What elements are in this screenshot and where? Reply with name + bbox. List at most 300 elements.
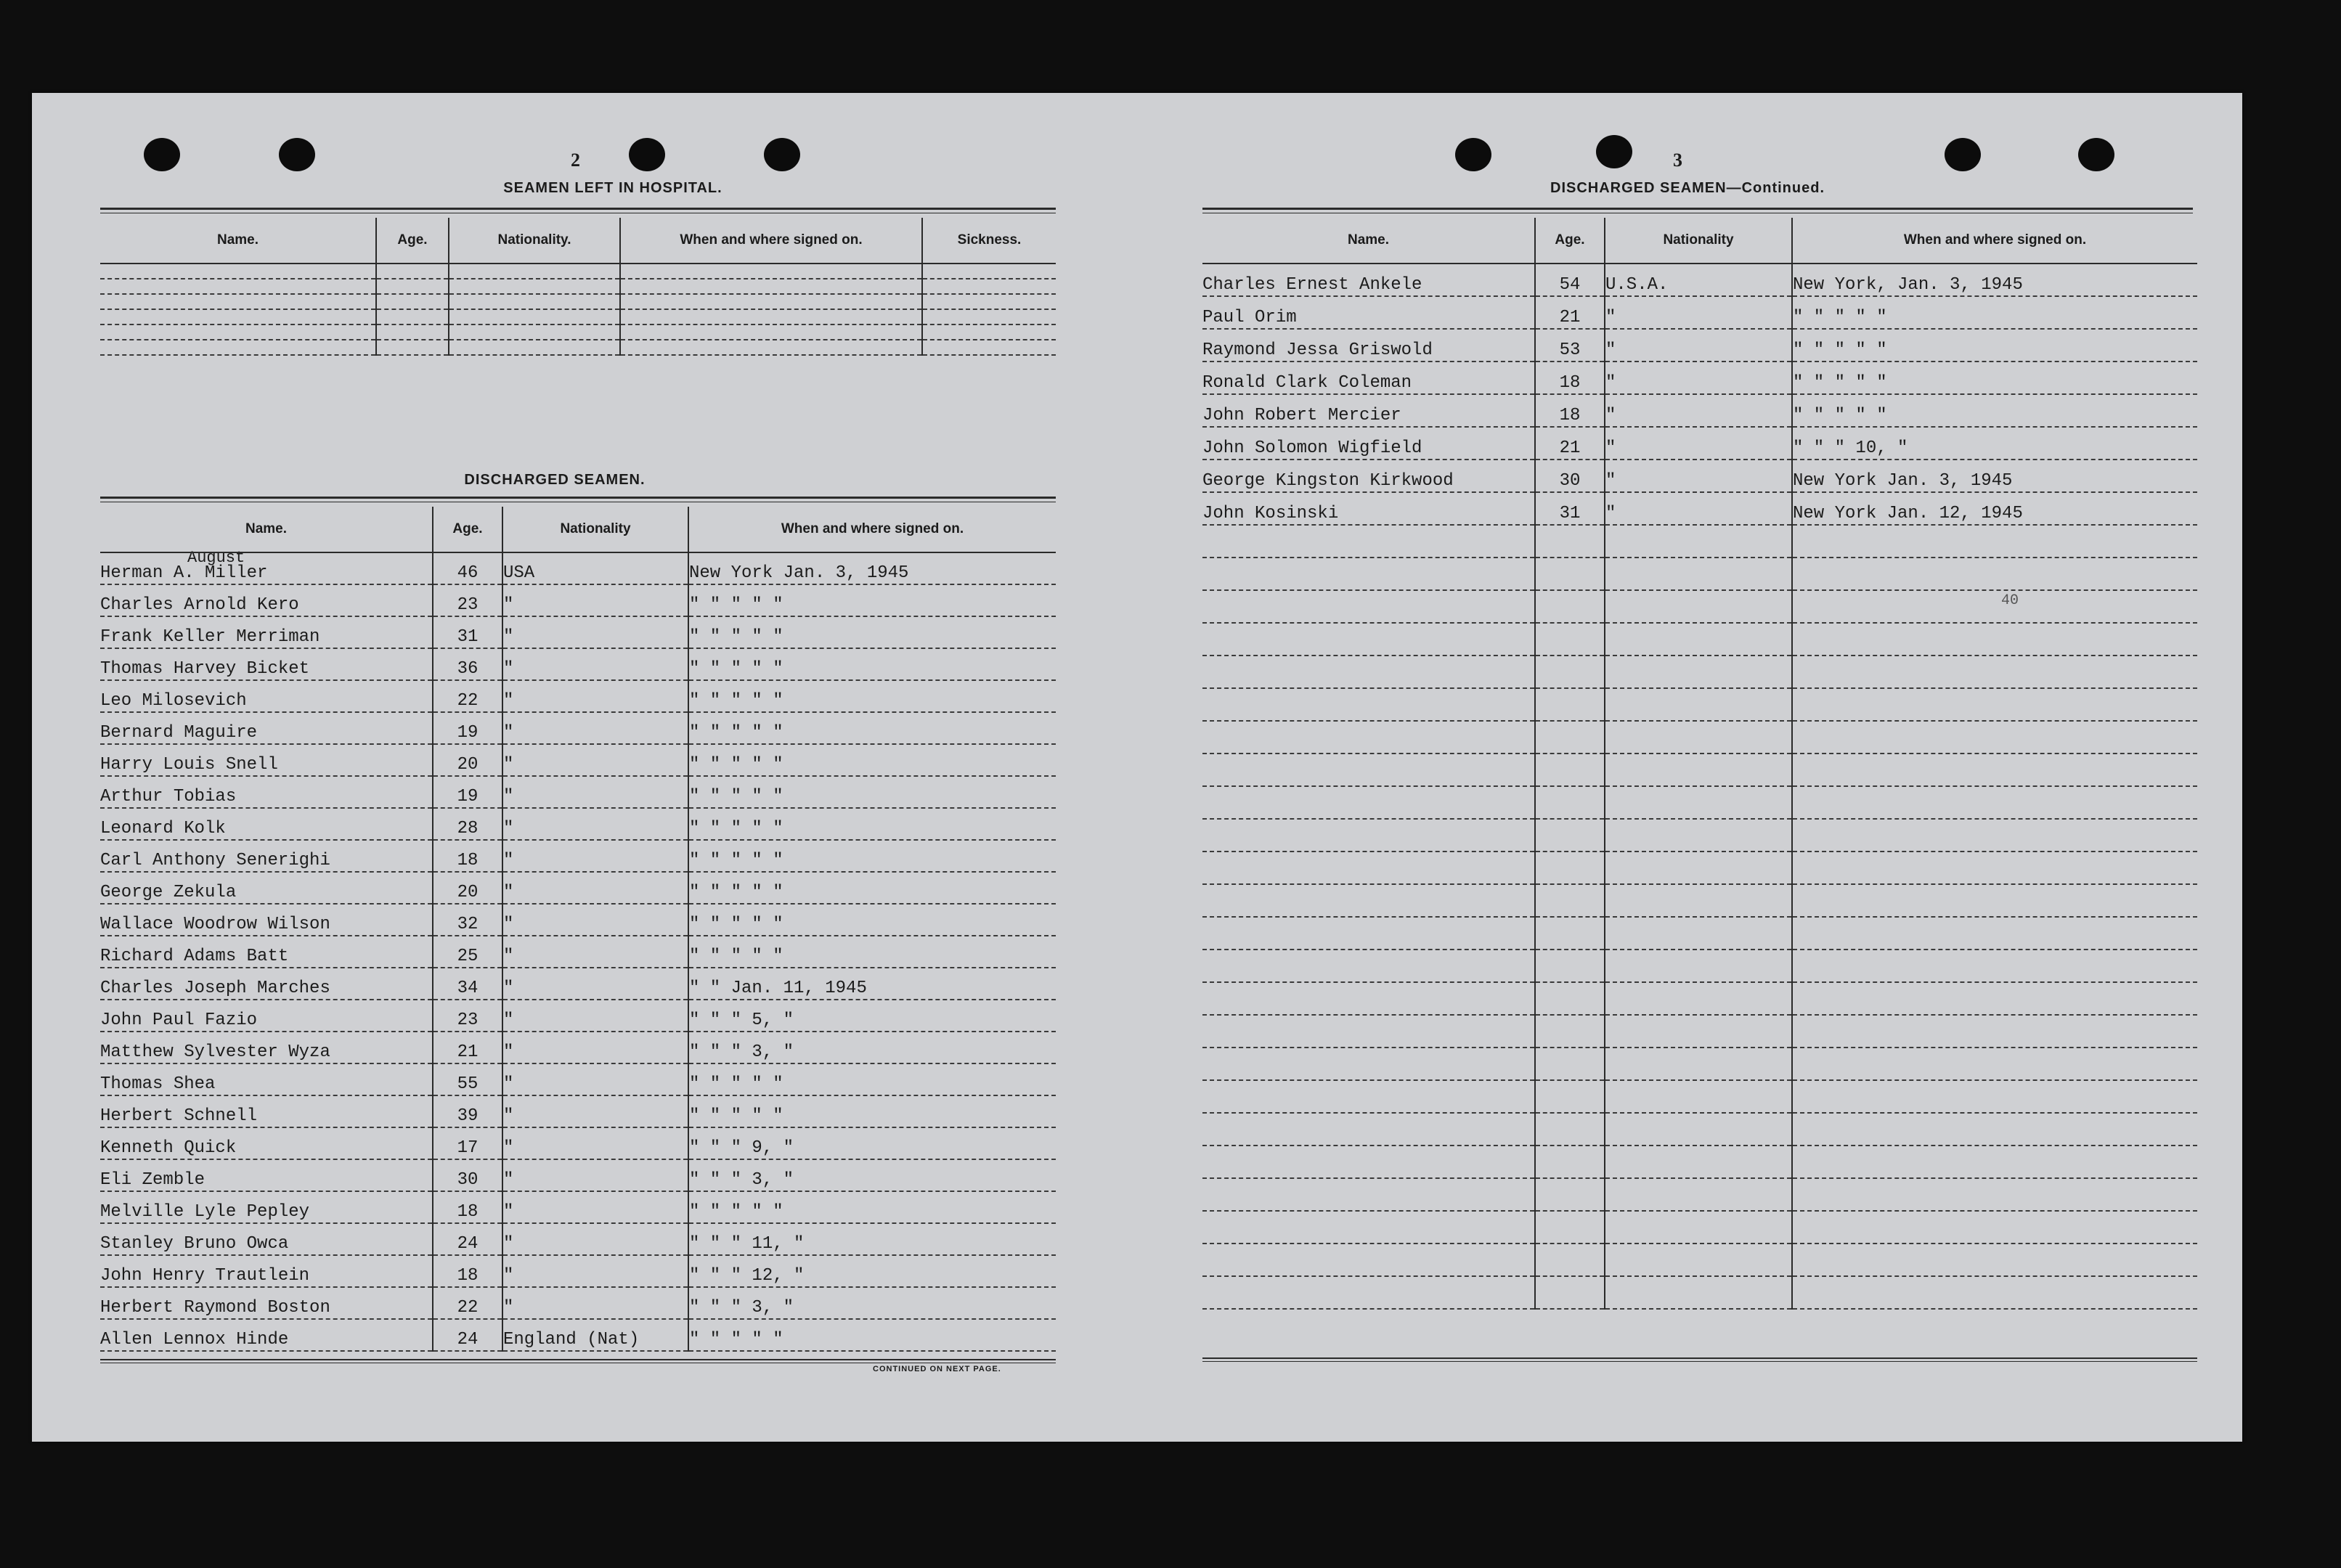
cell-nationality: " <box>1605 394 1792 427</box>
cell-age: 30 <box>1535 460 1605 492</box>
table-row <box>100 584 1056 616</box>
cell-signed-on: " " " " " <box>688 1095 1056 1127</box>
table-row <box>1202 623 2197 656</box>
cell-age <box>1535 950 1605 982</box>
cell-nationality <box>1605 786 1792 819</box>
cell-age <box>1535 754 1605 786</box>
cell-nationality: " <box>1605 329 1792 362</box>
cell-age <box>376 324 449 340</box>
cell-signed-on: " " " " " <box>1792 296 2197 329</box>
header-nationality: Nationality. <box>449 218 620 264</box>
cell-age <box>1535 1178 1605 1211</box>
cell-age <box>1535 1080 1605 1113</box>
cell-signed-on: " " " 11, " <box>688 1223 1056 1255</box>
cell-signed-on <box>620 340 922 355</box>
cell-signed-on: " " " " " <box>688 936 1056 968</box>
cell-age: 21 <box>1535 427 1605 460</box>
cell-name: John Solomon Wigfield <box>1202 427 1535 460</box>
cell-signed-on <box>1792 1146 2197 1178</box>
cell-signed-on: New York Jan. 12, 1945 <box>1792 492 2197 525</box>
cell-nationality: " <box>502 616 688 648</box>
discharged-section-title: DISCHARGED SEAMEN. <box>464 472 646 488</box>
table-row <box>100 309 1056 324</box>
cell-nationality: " <box>502 680 688 712</box>
cell-signed-on: " " " 10, " <box>1792 427 2197 460</box>
cell-nationality: " <box>502 1223 688 1255</box>
cell-age <box>1535 819 1605 852</box>
cell-nationality: " <box>502 936 688 968</box>
cell-age: 53 <box>1535 329 1605 362</box>
cell-signed-on: " " " " " <box>688 808 1056 840</box>
cell-name: Herman A. Miller <box>100 552 433 584</box>
left-bottom-rule <box>100 1359 1056 1363</box>
cell-signed-on <box>1792 558 2197 590</box>
cell-name: Leo Milosevich <box>100 680 433 712</box>
cell-signed-on: " " " 9, " <box>688 1127 1056 1159</box>
cell-name: Allen Lennox Hinde <box>100 1319 433 1351</box>
table-row <box>100 968 1056 1000</box>
table-row <box>100 1255 1056 1287</box>
cell-age <box>1535 1244 1605 1276</box>
cell-signed-on <box>1792 1113 2197 1146</box>
cell-signed-on <box>1792 688 2197 721</box>
cell-age <box>376 294 449 309</box>
cell-age: 25 <box>433 936 502 968</box>
cell-nationality <box>1605 525 1792 558</box>
cell-nationality <box>1605 1178 1792 1211</box>
table-row <box>100 279 1056 294</box>
punch-hole <box>1945 138 1981 171</box>
page-number-left: 2 <box>571 150 580 171</box>
cell-signed-on: " " " " " <box>688 584 1056 616</box>
cell-signed-on: " " " " " <box>1792 362 2197 394</box>
cell-name <box>1202 819 1535 852</box>
cell-signed-on: " " " 3, " <box>688 1287 1056 1319</box>
header-signed-on: When and where signed on. <box>620 218 922 264</box>
cell-nationality <box>449 294 620 309</box>
cell-nationality <box>1605 688 1792 721</box>
table-row <box>1202 590 2197 623</box>
hospital-rule <box>100 208 1056 213</box>
cell-name <box>1202 786 1535 819</box>
cell-nationality: " <box>502 1000 688 1032</box>
cell-signed-on <box>1792 884 2197 917</box>
table-row <box>1202 296 2197 329</box>
cell-nationality: " <box>502 1159 688 1191</box>
cell-signed-on <box>620 309 922 324</box>
cell-nationality <box>449 264 620 279</box>
cell-nationality <box>1605 1113 1792 1146</box>
header-name: Name. <box>100 507 433 552</box>
cell-age: 18 <box>433 840 502 872</box>
cell-name <box>1202 1211 1535 1244</box>
table-row <box>1202 1048 2197 1080</box>
continued-note: CONTINUED ON NEXT PAGE. <box>873 1365 1001 1373</box>
cell-nationality <box>1605 917 1792 950</box>
cell-age: 39 <box>433 1095 502 1127</box>
header-name: Name. <box>100 218 376 264</box>
cell-name <box>100 279 376 294</box>
cell-signed-on: " " " " " <box>688 872 1056 904</box>
table-row <box>1202 460 2197 492</box>
cell-name: Raymond Jessa Griswold <box>1202 329 1535 362</box>
cell-name <box>1202 950 1535 982</box>
discharged-table-left <box>100 507 1056 1352</box>
cell-nationality: " <box>502 744 688 776</box>
cell-name: Eli Zemble <box>100 1159 433 1191</box>
table-row <box>1202 1015 2197 1048</box>
table-row <box>100 776 1056 808</box>
table-row <box>1202 1244 2197 1276</box>
cell-age <box>1535 1015 1605 1048</box>
cell-age <box>1535 1113 1605 1146</box>
cell-signed-on: New York, Jan. 3, 1945 <box>1792 264 2197 296</box>
cell-signed-on: " " " 3, " <box>688 1159 1056 1191</box>
cell-age <box>1535 917 1605 950</box>
cell-signed-on: " " " " " <box>688 840 1056 872</box>
stray-mark: 40 <box>2001 592 2019 609</box>
cell-nationality: " <box>502 776 688 808</box>
cell-signed-on <box>1792 982 2197 1015</box>
cell-signed-on <box>1792 917 2197 950</box>
cell-nationality <box>1605 1146 1792 1178</box>
cell-name <box>1202 754 1535 786</box>
table-row <box>100 904 1056 936</box>
header-signed-on: When and where signed on. <box>1792 218 2197 264</box>
cell-name: Paul Orim <box>1202 296 1535 329</box>
cell-nationality <box>1605 623 1792 656</box>
cell-nationality: " <box>1605 362 1792 394</box>
cell-name <box>1202 1048 1535 1080</box>
cell-name: Arthur Tobias <box>100 776 433 808</box>
cell-nationality: " <box>502 1063 688 1095</box>
cell-name <box>1202 982 1535 1015</box>
cell-name <box>1202 852 1535 884</box>
cell-nationality <box>449 340 620 355</box>
cell-signed-on: " " " " " <box>688 776 1056 808</box>
cell-nationality: " <box>502 968 688 1000</box>
cell-age <box>1535 558 1605 590</box>
cell-name: John Henry Trautlein <box>100 1255 433 1287</box>
cell-name <box>1202 1276 1535 1309</box>
discharged-continued-title: DISCHARGED SEAMEN—Continued. <box>1550 180 1825 196</box>
table-row <box>100 1287 1056 1319</box>
table-row <box>100 1223 1056 1255</box>
page-number-right: 3 <box>1673 150 1682 171</box>
cell-age: 24 <box>433 1319 502 1351</box>
header-nationality: Nationality <box>1605 218 1792 264</box>
cell-name: Leonard Kolk <box>100 808 433 840</box>
cell-name <box>100 294 376 309</box>
table-row <box>1202 950 2197 982</box>
cell-name <box>1202 1015 1535 1048</box>
table-row <box>100 936 1056 968</box>
header-age: Age. <box>433 507 502 552</box>
cell-signed-on: New York Jan. 3, 1945 <box>1792 460 2197 492</box>
cell-age <box>1535 688 1605 721</box>
cell-signed-on <box>620 264 922 279</box>
cell-sickness <box>922 294 1056 309</box>
table-row <box>1202 819 2197 852</box>
cell-name: John Robert Mercier <box>1202 394 1535 427</box>
table-row <box>1202 884 2197 917</box>
cell-age: 31 <box>433 616 502 648</box>
cell-name: Frank Keller Merriman <box>100 616 433 648</box>
table-row <box>1202 656 2197 688</box>
table-row <box>100 340 1056 355</box>
cell-signed-on <box>1792 1276 2197 1309</box>
cell-name <box>100 309 376 324</box>
cell-age: 21 <box>1535 296 1605 329</box>
cell-signed-on <box>1792 525 2197 558</box>
punch-hole <box>279 138 315 171</box>
cell-signed-on: " " Jan. 11, 1945 <box>688 968 1056 1000</box>
cell-nationality: U.S.A. <box>1605 264 1792 296</box>
cell-signed-on: " " " 5, " <box>688 1000 1056 1032</box>
punch-hole <box>1596 135 1632 168</box>
header-age: Age. <box>1535 218 1605 264</box>
cell-name: Ronald Clark Coleman <box>1202 362 1535 394</box>
cell-nationality <box>1605 1244 1792 1276</box>
cell-age <box>1535 884 1605 917</box>
cell-nationality: " <box>1605 427 1792 460</box>
cell-nationality <box>1605 982 1792 1015</box>
cell-nationality: " <box>502 584 688 616</box>
cell-nationality <box>1605 819 1792 852</box>
cell-signed-on: " " " " " <box>1792 329 2197 362</box>
cell-age <box>1535 1048 1605 1080</box>
cell-name: Melville Lyle Pepley <box>100 1191 433 1223</box>
cell-age <box>1535 786 1605 819</box>
cell-age <box>1535 590 1605 623</box>
cell-nationality <box>1605 1048 1792 1080</box>
cell-nationality <box>1605 884 1792 917</box>
cell-age <box>1535 656 1605 688</box>
cell-age: 18 <box>1535 362 1605 394</box>
cell-signed-on <box>1792 786 2197 819</box>
cell-name <box>1202 1178 1535 1211</box>
header-name: Name. <box>1202 218 1535 264</box>
table-row <box>100 1063 1056 1095</box>
table-row <box>1202 492 2197 525</box>
cell-name: John Paul Fazio <box>100 1000 433 1032</box>
cell-nationality <box>1605 721 1792 754</box>
cell-nationality <box>1605 852 1792 884</box>
cell-name <box>1202 525 1535 558</box>
cell-name: Bernard Maguire <box>100 712 433 744</box>
cell-name: Thomas Shea <box>100 1063 433 1095</box>
table-row <box>100 872 1056 904</box>
cell-nationality <box>1605 754 1792 786</box>
cell-name: Stanley Bruno Owca <box>100 1223 433 1255</box>
cell-age <box>376 264 449 279</box>
cell-nationality: " <box>502 872 688 904</box>
cell-name: Carl Anthony Senerighi <box>100 840 433 872</box>
table-row <box>1202 558 2197 590</box>
cell-age: 22 <box>433 1287 502 1319</box>
table-row <box>1202 786 2197 819</box>
cell-age <box>1535 721 1605 754</box>
cell-signed-on: " " " 3, " <box>688 1032 1056 1063</box>
table-row <box>100 616 1056 648</box>
cell-signed-on <box>1792 1015 2197 1048</box>
cell-sickness <box>922 324 1056 340</box>
cell-signed-on <box>1792 754 2197 786</box>
cell-name: Wallace Woodrow Wilson <box>100 904 433 936</box>
cell-nationality <box>449 324 620 340</box>
cell-signed-on: " " " " " <box>688 744 1056 776</box>
cell-age: 18 <box>433 1191 502 1223</box>
cell-nationality <box>1605 950 1792 982</box>
cell-signed-on <box>1792 1080 2197 1113</box>
cell-sickness <box>922 264 1056 279</box>
cell-name: Kenneth Quick <box>100 1127 433 1159</box>
table-row <box>1202 852 2197 884</box>
cell-age <box>1535 1276 1605 1309</box>
table-row <box>1202 1080 2197 1113</box>
cell-age: 31 <box>1535 492 1605 525</box>
name-annotation: August <box>187 549 245 567</box>
table-row <box>100 1191 1056 1223</box>
table-row <box>100 1159 1056 1191</box>
table-row <box>1202 362 2197 394</box>
table-row <box>100 1032 1056 1063</box>
cell-signed-on <box>1792 1178 2197 1211</box>
table-row <box>1202 688 2197 721</box>
cell-signed-on <box>1792 656 2197 688</box>
cell-name: John Kosinski <box>1202 492 1535 525</box>
cell-age: 20 <box>433 744 502 776</box>
cell-nationality <box>449 279 620 294</box>
cell-age <box>376 340 449 355</box>
cell-age: 54 <box>1535 264 1605 296</box>
cell-name <box>100 264 376 279</box>
hospital-table <box>100 218 1056 356</box>
cell-signed-on <box>1792 819 2197 852</box>
cell-name <box>1202 623 1535 656</box>
table-row <box>100 744 1056 776</box>
table-row <box>1202 264 2197 296</box>
cell-nationality: " <box>1605 460 1792 492</box>
cell-nationality: " <box>502 904 688 936</box>
cell-name <box>1202 590 1535 623</box>
cell-name <box>1202 688 1535 721</box>
cell-nationality: " <box>502 1287 688 1319</box>
cell-name <box>1202 1080 1535 1113</box>
punch-hole <box>764 138 800 171</box>
cell-nationality <box>1605 1080 1792 1113</box>
cell-age: 32 <box>433 904 502 936</box>
cell-nationality <box>1605 1015 1792 1048</box>
cell-age <box>1535 1146 1605 1178</box>
cell-age: 55 <box>433 1063 502 1095</box>
cell-signed-on: " " " " " <box>688 616 1056 648</box>
table-row <box>1202 1211 2197 1244</box>
cell-nationality: England (Nat) <box>502 1319 688 1351</box>
cell-age: 21 <box>433 1032 502 1063</box>
table-row <box>1202 1276 2197 1309</box>
cell-signed-on: " " " " " <box>688 648 1056 680</box>
cell-signed-on <box>1792 1244 2197 1276</box>
punch-hole <box>144 138 180 171</box>
discharged-rule <box>100 497 1056 502</box>
cell-nationality: " <box>1605 492 1792 525</box>
cell-age: 17 <box>433 1127 502 1159</box>
cell-age: 18 <box>1535 394 1605 427</box>
table-row <box>1202 329 2197 362</box>
cell-name: Matthew Sylvester Wyza <box>100 1032 433 1063</box>
cell-nationality: " <box>502 1095 688 1127</box>
table-row <box>1202 427 2197 460</box>
table-row <box>100 552 1056 584</box>
cell-age <box>1535 852 1605 884</box>
cell-name: Charles Arnold Kero <box>100 584 433 616</box>
cell-age <box>376 279 449 294</box>
table-row <box>100 712 1056 744</box>
cell-name: Harry Louis Snell <box>100 744 433 776</box>
discharged-table-right <box>1202 218 2197 1310</box>
cell-age: 20 <box>433 872 502 904</box>
cell-age: 24 <box>433 1223 502 1255</box>
cell-age: 22 <box>433 680 502 712</box>
cell-name: Herbert Schnell <box>100 1095 433 1127</box>
table-row <box>100 1127 1056 1159</box>
cell-nationality: " <box>502 808 688 840</box>
cell-age <box>376 309 449 324</box>
cell-age <box>1535 525 1605 558</box>
cell-name: George Kingston Kirkwood <box>1202 460 1535 492</box>
cell-nationality: USA <box>502 552 688 584</box>
cell-nationality <box>1605 1211 1792 1244</box>
cell-nationality <box>1605 1276 1792 1309</box>
cell-name: Thomas Harvey Bicket <box>100 648 433 680</box>
cell-sickness <box>922 309 1056 324</box>
table-row <box>1202 917 2197 950</box>
cell-nationality <box>449 309 620 324</box>
cell-signed-on <box>620 279 922 294</box>
cell-age: 36 <box>433 648 502 680</box>
cell-age: 28 <box>433 808 502 840</box>
cell-signed-on <box>1792 1211 2197 1244</box>
cell-signed-on: " " " " " <box>688 1063 1056 1095</box>
cell-name: Charles Ernest Ankele <box>1202 264 1535 296</box>
cell-age: 23 <box>433 584 502 616</box>
cell-nationality <box>1605 558 1792 590</box>
cell-name <box>1202 558 1535 590</box>
cell-signed-on: " " " 12, " <box>688 1255 1056 1287</box>
table-row <box>100 264 1056 279</box>
cell-name <box>100 340 376 355</box>
cell-name <box>1202 721 1535 754</box>
cell-signed-on: " " " " " <box>688 712 1056 744</box>
cell-nationality: " <box>502 712 688 744</box>
table-row <box>100 648 1056 680</box>
punch-hole <box>2078 138 2114 171</box>
cell-signed-on <box>1792 721 2197 754</box>
header-nationality: Nationality <box>502 507 688 552</box>
cell-signed-on <box>1792 852 2197 884</box>
cell-nationality: " <box>502 1255 688 1287</box>
cell-sickness <box>922 340 1056 355</box>
cell-name: Charles Joseph Marches <box>100 968 433 1000</box>
cell-signed-on: " " " " " <box>688 680 1056 712</box>
table-row <box>1202 1178 2197 1211</box>
cell-age: 46 <box>433 552 502 584</box>
cell-nationality: " <box>502 648 688 680</box>
cell-age <box>1535 1211 1605 1244</box>
table-row <box>1202 982 2197 1015</box>
cell-signed-on: New York Jan. 3, 1945 <box>688 552 1056 584</box>
